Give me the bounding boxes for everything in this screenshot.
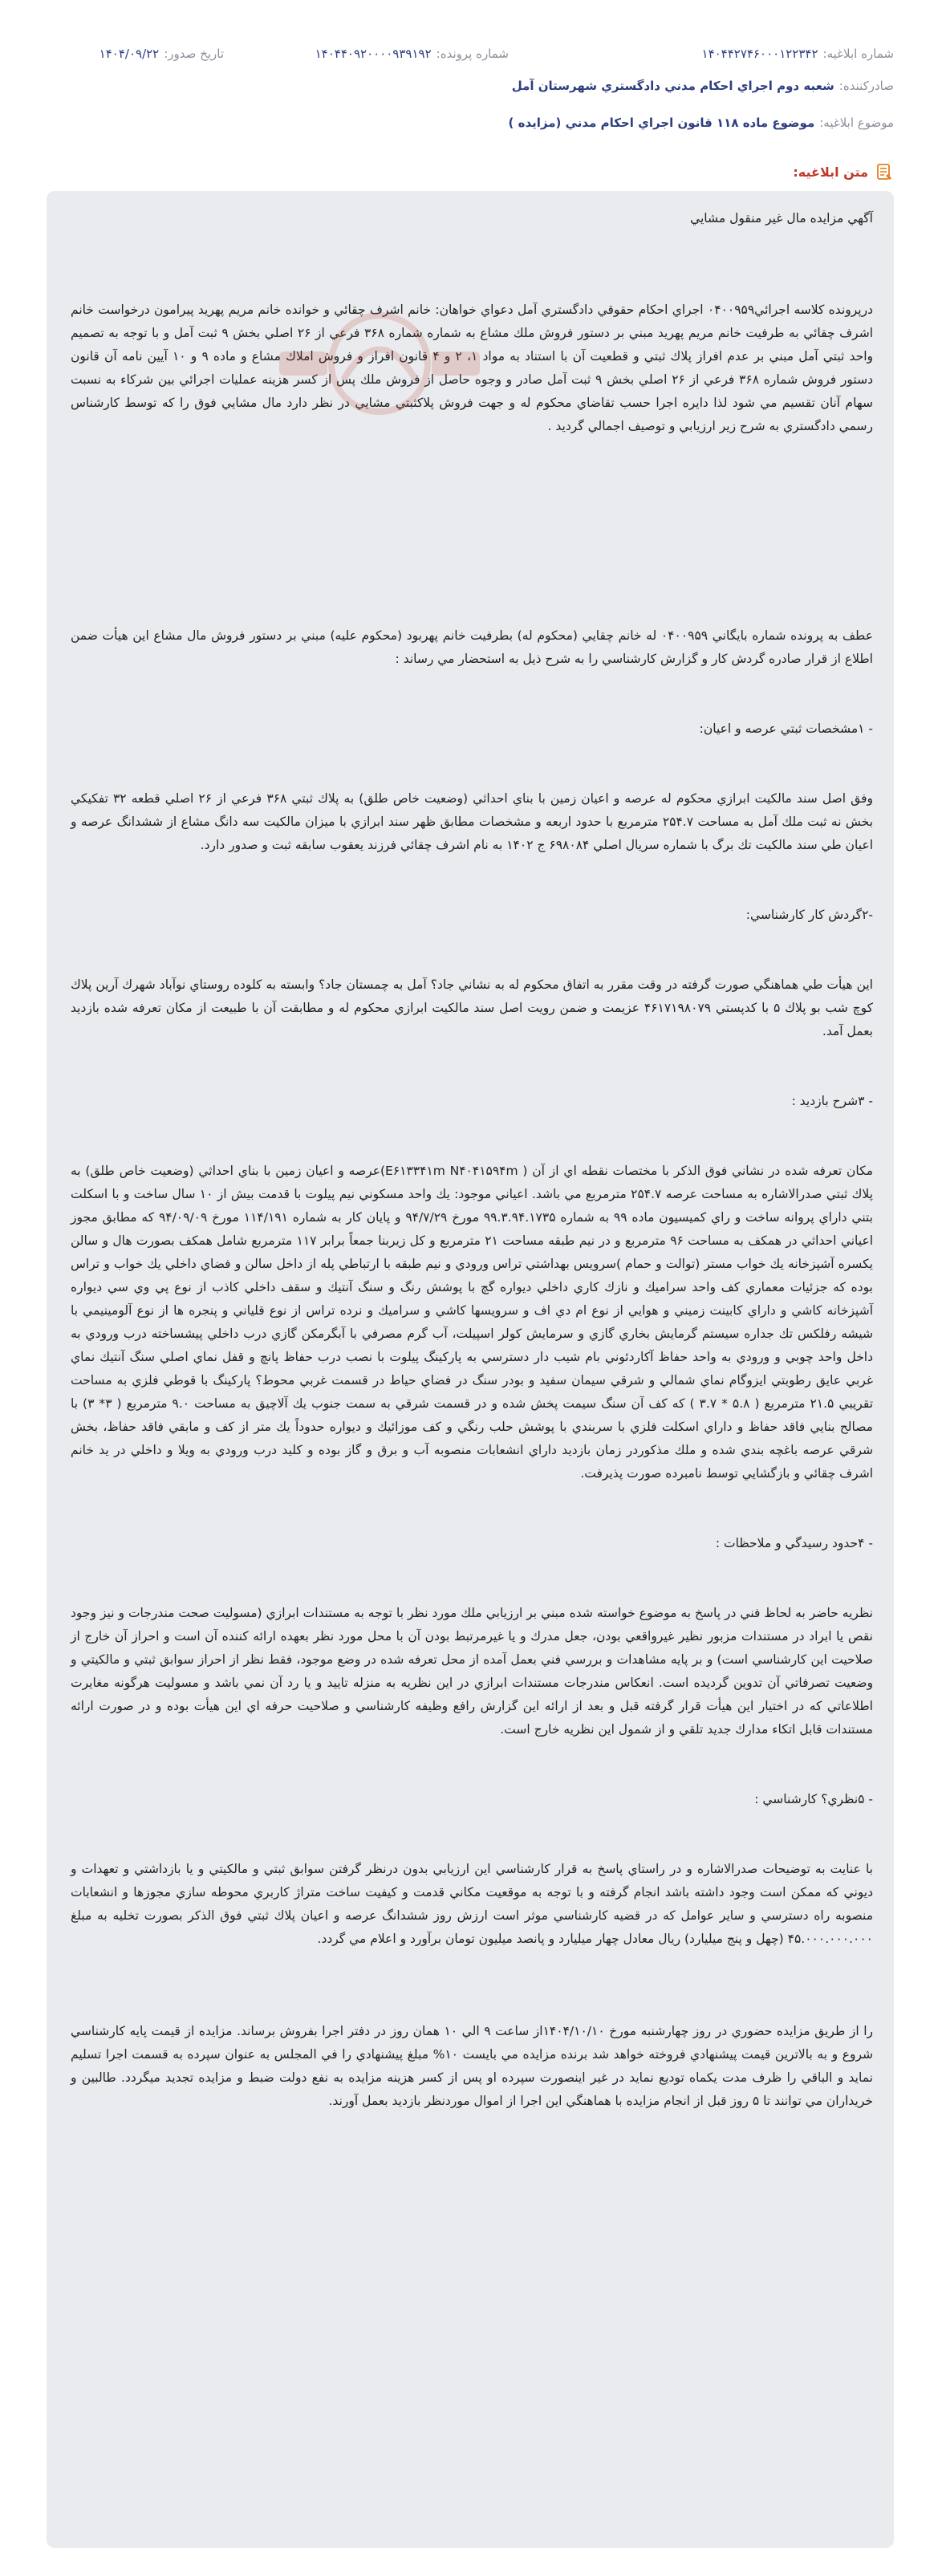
section-heading-registration: - ۱مشخصات ثبتي عرصه و اعيان:: [699, 721, 873, 736]
paragraph-inspection: مكان تعرفه شده در نشاني فوق الذكر با مختصات نقطه اي از آن ( E۶۱۳۳۴۱m N۴۰۴۱۵۹۴m)عرصه و اعيان زمين با بناي احداثي (وضعيت خاص طلق) به پلاك ثبتي صدرالاشاره به مساحت عرصه ۲۵۴.۷ مترمربع مي باشد. اعياني موجود: يك واحد مسكوني نيم پيلوت با قدمت بيش از ۱۰ سال ساخت و با اسكلت بتني داراي پروانه ساخت و راي كميسيون ماده ۹۹ به شماره ۹۹.۳.۹۴.۱۷۳۵ مورخ ۹۴/۷/۲۹ و پايان كار به شماره ۱۱۴/۱۹۱ مورخ ۹۴/۰۹/۰۹ كه مطابق مجوز اعياني احداثي در همكف به مساحت ۹۶ مترمربع و در نيم طبقه مساحت ۲۱ مترمربع و كل زيربنا جمعاً برابر ۱۱۷ مترمربع شامل همكف بصورت هال و سالن يكسره آشپزخانه يك خواب مستر (توالت و حمام )سرويس بهداشتي تراس ورودي و نيم طبقه با ارتباطي پله از داخل سالن و فضاي داخلي يك خواب و تراس بوده كه جزئيات معماري كف واحد سراميك و نازك كاري داخلي ديواره گچ با پوشش رنگ و سنگ آنتيك و سقف داخلي كاذب از نوع پي وي سي ديواره آشپزخانه كاشي و داراي كابينت زميني و هوايي از نوع ام دي اف و سرويسها كاشي و سراميك و نرده تراس از نوع قلياني و پنجره ها از نوع آلومينيمي با شيشه رفلكس تك جداره سيستم گرمايش بخاري گازي و سرمايش كولر اسپيلت، آب گرم مصرفي با آبگرمكن گازي درب داخلي پيشساخته درب ورودي به داخل واحد چوبي و ورودي به واحد حفاظ آكاردئوني بام شيب دار دسترسي به پاركينگ پيلوت با نصب درب حفاظ پانچ و قفل نماي اصلي سنگ آنتيك نماي غربي عايق رطوبتي ايزوگام نماي شمالي و شرقي سيمان سفيد و بودر سنگ در فضاي حياط در قسمت غربي محوط؟ پاركينگ با قوطي فلزي به مساحت تقريبي ۲۱.۵ مترمربع ( ۵.۸ * ۳.۷ ) كه كف آن سنگ سيمت پخش شده و در قسمت شرقي به سمت جنوب يك آلاچيق به مساحت ۹.۰ مترمربع ( ۳* ۳) با مصالح بنايي فاقد حفاظ و داراي اسكلت فلزي با سربندي با پوشش حلب رنگي و كف موزائيك و ديواره حدوداً يك متر از كف و مابقي فاقد حفاظ، بخش شرقي عرصه باغچه بندي شده و ملك مذكوردر زمان بازديد داراي انشعابات منصوبه آب و برق و گاز بوده و كليد درب ورودي به ويلا و داخلي در يد خانم اشرف چقائي و بازگشايي توسط نامبرده صورت پذيرفت.: [71, 1164, 874, 1481]
meta-row-subject: [48, 111, 894, 135]
section-heading-scope: - ۴حدود رسيدگي و ملاحظات :: [715, 1536, 873, 1550]
paragraph-scope: نظريه حاضر به لحاظ فني در پاسخ به موضوع خواسته شده مبني بر ارزيابي ملك مورد نظر با توجه به مستندات ابرازي (مسوليت صحت مندرجات و نيز وجود نقص يا ابراد در مستندات مزبور نظير غيرواقعي بودن، جعل مدرك و يا غيرمرتبط بودن آن با محل مورد نظر بعهده ارائه كننده آن است و احراز آن خارج از صلاحيت اين كارشناسي است) و بر پايه مشاهدات و بررسي فني بعمل آمده از محل تعرفه شده در وضع موجود، فقط نظر از احراز سوابق ثبتي و مالكيتي و وضعيت تصرفاتي آن تدوين گرديده است. انعكاس مندرجات مستندات ابرازي در اين نظريه به منزله تاييد و يا رد آن نمي باشد و مسوليت هرگونه مغايرت اطلاعاتي كه در اختيار اين هيأت قرار گرفته قبل و بعد از ارائه اين گزارش رافع وظيفه كارشناسي و صلاحيت حرفه اي اين هيأت بوده و در صورت ارائه مستندات قابل اتكاء مدارك جديد تلقي و از شمول اين نظريه خارج است.: [71, 1606, 873, 1737]
paragraph-workflow: اين هيأت طي هماهنگي صورت گرفته در وقت مقرر به اتفاق محكوم له به نشاني جاد؟ آمل به چمستان جاد؟ وابسته به كلوده روستاي نوآباد شهرك آرين پلاك كوچ شب بو پلاك ۵ با كدپستي ۴۶۱۷۱۹۸۰۷۹ عزيمت و ضمن رويت اصل سند مالكيت ابرازي محكوم له و مطابقت آن با طبيعت از مكان تعرفه شده بازديد بعمل آمد.: [71, 977, 874, 1038]
meta-row-numbers: [48, 42, 894, 66]
section-heading-opinion: - ۵نظري؟ كارشناسي :: [754, 1792, 873, 1806]
case-number: [224, 47, 509, 61]
notice-number: [509, 47, 894, 61]
notice-content-box: [47, 191, 894, 2548]
paragraph-opinion: با عنايت به توضيحات صدرالاشاره و در راستاي پاسخ به قرار كارشناسي اين ارزيابي بدون درنظر گرفتن سوابق ثبتي و مالكيتي و يا بازداشتي و تعهدات و ديوني كه ممكن است وجود داشته باشد انجام گرفته و با توجه به موقعيت مكاني قدمت و كيفيت ساخت متراژ كاربري محوطه سازي مجوزها و انشعابات منصوبه راه دسترسي و ساير عوامل كه در قضيه كارشناسي موثر است ارزش روز ششدانگ عرصه و اعيان پلاك ثبتي فوق الذكر بصورت تخليه به مبلغ ۴۵.۰۰۰.۰۰۰.۰۰۰ (چهل و پنج ميليارد) ريال معادل چهار ميليارد و پانصد ميليون تومان برآورد و اعلام مي گردد.: [71, 1862, 873, 1946]
case-number-label: شماره پرونده:: [436, 47, 509, 61]
section-heading-workflow: -۲گردش كار كارشناسي:: [745, 908, 873, 922]
section-heading-inspection: - ۳شرح بازديد :: [791, 1094, 873, 1108]
issue-date-label: تاریخ صدور:: [164, 47, 224, 61]
paragraph-case-reference: عطف به پرونده شماره بايگاني ۰۴۰۰۹۵۹ له خانم چقايي (محكوم له) بطرفيت خانم پهربود (محكوم عليه) مبني بر دستور فروش مال مشاع اين هيأت ضمن اطلاع از قرار صادره گردش كار و گزارش كارشناسي را به شرح ذيل به استحضار مي رساند :: [71, 628, 873, 666]
case-number-value: ۱۴۰۴۴۰۹۲۰۰۰۰۹۳۹۱۹۲: [315, 47, 432, 61]
subject-value: موضوع ماده ۱۱۸ قانون اجراي احكام مدني (مزايده ): [508, 116, 815, 130]
subject-label: موضوع ابلاغيه:: [819, 116, 894, 130]
paragraph-registration-details: وفق اصل سند مالكيت ابرازي محكوم له عرصه و اعيان زمين با بناي احداثي (وضعيت خاص طلق) به پلاك ثبتي ۳۶۸ فرعي از ۲۶ اصلي قطعه ۳۲ تفكيكي بخش نه ثبت ملك آمل به مساحت ۲۵۴.۷ مترمربع با حدود اربعه و مشخصات مطابق ظهر سند ابرازي با ميزان مالكيت سه دانگ مشاع از ششدانگ عرصه و اعيان طي سند مالكيت تك برگ با شماره سريال اصلي ۶۹۸۰۸۴ ج ۱۴۰۲ به نام اشرف چقائي فرزند يعقوب سابقه ثبت و صدور دارد.: [71, 791, 874, 852]
issue-date-value: ۱۴۰۴/۰۹/۲۲: [99, 47, 160, 61]
meta-row-issuer: [48, 74, 894, 98]
notice-number-label: شماره ابلاغيه:: [822, 47, 894, 61]
notice-text-heading: [793, 159, 894, 185]
issue-date: [99, 47, 224, 61]
notice-text-heading-label: متن ابلاغيه:: [793, 164, 868, 180]
issuer-value: شعبه دوم اجراي احكام مدني دادگستري شهرستان آمل: [511, 79, 834, 93]
paragraph-auction-terms: را از طريق مزايده حضوري در روز چهارشنبه مورخ ۱۴۰۴/۱۰/۱۰از ساعت ۹ الي ۱۰ همان روز در دفتر اجرا بفروش برساند. مزايده از قيمت پايه كارشناسي شروع و به بالاترين قيمت پيشنهادي فروخته خواهد شد برنده مزايده مي بايست ۱۰% مبلغ پيشنهادي را في المجلس به عنوان سپرده به قسمت اجرا تسليم نمايد و الباقي را ظرف مدت يكماه توديع نمايد در غير اينصورت سپرده او پس از كسر هزينه مزايده به نفع دولت ضبط و مزايده تجديد ميگردد. طالبين و خريداران مي توانند تا ۵ روز قبل از انجام مزايده با هماهنگي اين اجرا از اموال موردنظر بازديد بعمل آورند.: [71, 2024, 873, 2108]
notice-title: آگهي مزايده مال غير منقول مشايي: [690, 211, 873, 226]
notice-number-value: ۱۴۰۴۴۲۷۴۶۰۰۰۱۲۲۳۴۲: [701, 47, 818, 61]
paragraph-case-intro: درپرونده كلاسه اجرائي۰۴۰۰۹۵۹ اجراي احكام حقوقي دادگستري آمل دعواي خواهان: خانم اشرف چقائي و خوانده خانم مريم پهريد پيرامون درخواست خانم اشرف چقائي به طرفيت خانم مريم پهريد مبني بر دستور فروش ملك مشاع به شماره شماره ۳۶۸ فرعي از ۲۶ اصلي بخش ۹ ثبت آمل و با توجه به تصميم واحد ثبتي آمل مبني بر عدم افراز پلاك ثبتي و قطعيت آن با استناد به مواد ۱، ۲ و ۴ قانون افراز و فروش املاك مشاع و ماده ۹ و ۱۰ آيين نامه آن قانون دستور فروش شماره ۳۶۸ فرعي از ۲۶ اصلي بخش ۹ ثبت آمل صادر و وجوه حاصل از فروش ملك پس از كسر هزينه عمليات اجرائي بين شركاء به نسبت سهام آنان تقسيم مي شود لذا دايره اجرا حسب تقاضاي محكوم له و جهت فروش پلاكثبتي مشايي در نظر دارد مال مشايي فوق را كه توسط كارشناس رسمي دادگستري به شرح زير ارزيابي و توصيف اجمالي گرديد .: [71, 303, 874, 433]
document-icon: [875, 162, 894, 181]
issuer-label: صادرکننده:: [838, 79, 894, 93]
